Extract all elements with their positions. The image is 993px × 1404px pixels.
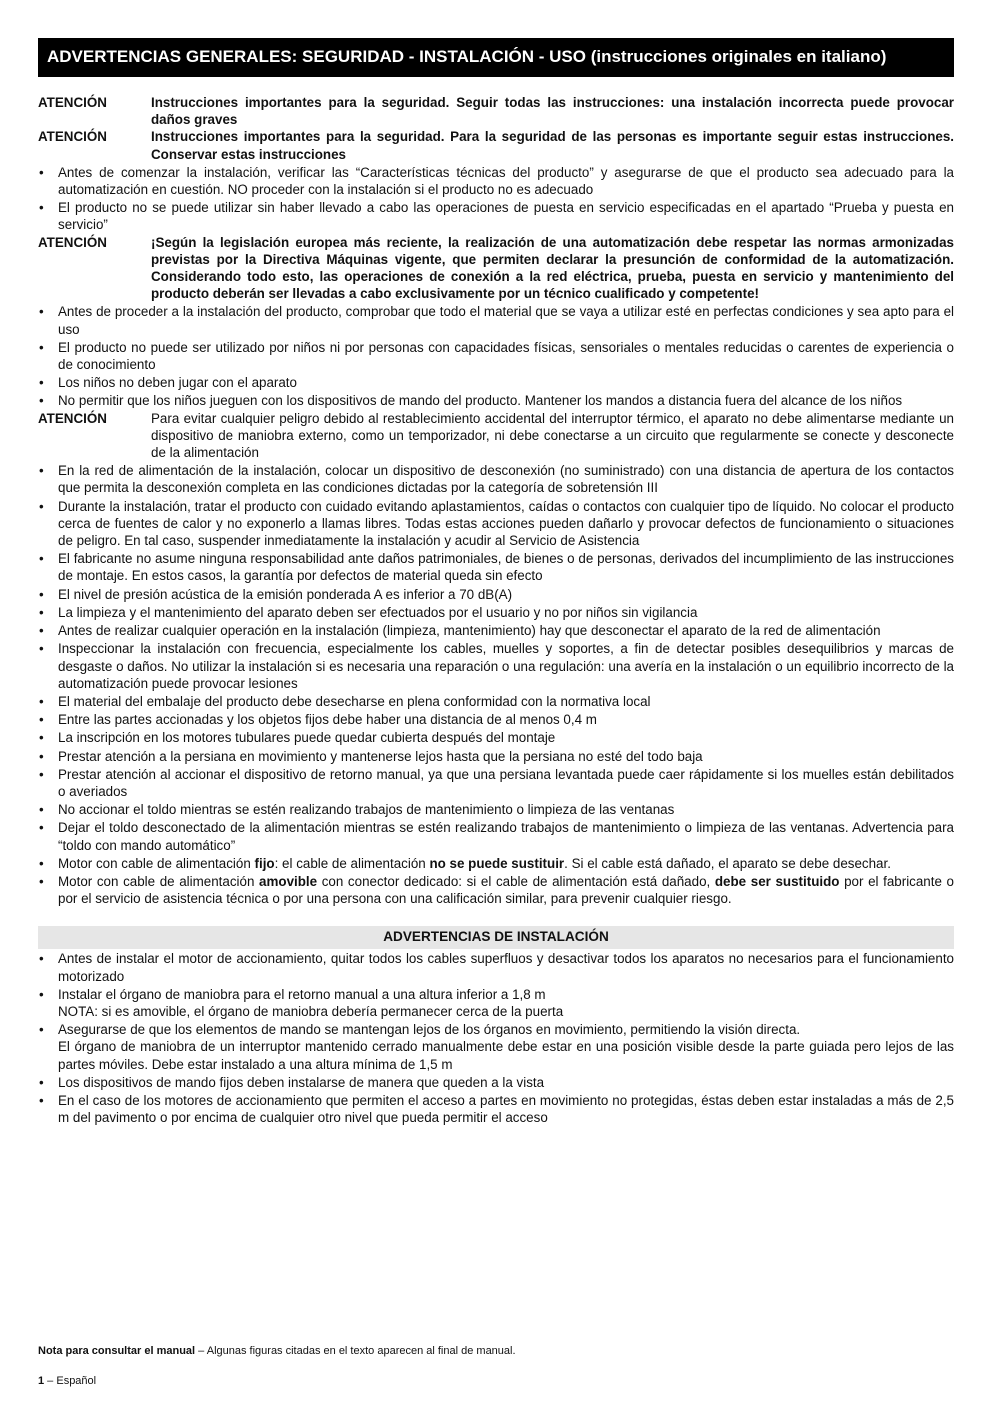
text-run: por el fabricante o por el servicio de asistencia técnica o por una persona con una calificación similar, para prevenir cualquier riesgo. bbox=[58, 873, 954, 907]
bullet: • bbox=[39, 498, 44, 514]
list-item-text: En la red de alimentación de la instalación, colocar un dispositivo de desconexión (no suministrado) con una distancia de apertura de los contactos que permita la desconexión completa en las condiciones dictadas por la categoría de sobretensión III bbox=[58, 463, 954, 496]
bullet: • bbox=[39, 551, 44, 567]
text-run-bold: debe ser sustituido bbox=[714, 873, 840, 889]
bullet: • bbox=[39, 873, 44, 889]
list-item-text: El nivel de presión acústica de la emisión ponderada A es inferior a 70 dB(A) bbox=[58, 586, 513, 602]
bullet: • bbox=[39, 641, 44, 657]
list-item-removable-cable bbox=[38, 873, 954, 907]
bullet: • bbox=[39, 1092, 44, 1108]
list-item-text: Antes de comenzar la instalación, verificar las “Características técnicas del producto” y asegurarse de que el producto sea adecuado para la automatización en cuestión. NO proceder con la instalación si el producto no es adecuado bbox=[58, 164, 954, 198]
list-item-line: NOTA: si es amovible, el órgano de maniobra debería permanecer cerca de la puerta bbox=[58, 1003, 564, 1019]
list-item-text: La inscripción en los motores tubulares puede quedar cubierta después del montaje bbox=[58, 730, 556, 746]
list-item bbox=[38, 711, 954, 728]
bullet: • bbox=[39, 304, 44, 320]
list-item bbox=[38, 693, 954, 710]
bullet: • bbox=[39, 339, 44, 355]
bullet: • bbox=[39, 712, 44, 728]
text-run-bold: no se puede sustituir bbox=[429, 855, 565, 871]
attention-text: Para evitar cualquier peligro debido al restablecimiento accidental del interruptor térmico, el aparato no debe alimentarse mediante un dispositivo de maniobra externo, como un temporizador, ni debe conectarse a un circuito que regularmente se conecte y desconecte de la alimentación bbox=[151, 410, 954, 461]
attention-notice bbox=[38, 410, 954, 462]
attention-notice bbox=[38, 94, 954, 128]
list-item bbox=[38, 550, 954, 584]
attention-text: ¡Según la legislación europea más reciente, la realización de una automatización debe respetar las normas armonizadas previstas por la Directiva Máquinas vigente, que permiten declarar la presunción de conformidad de la automatización. Considerando todo esto, las operaciones de conexión a la red eléctrica, prueba, puesta en servicio y mantenimiento del producto deberán ser llevadas a cabo exclusivamente por un técnico cualificado y competente! bbox=[151, 234, 954, 302]
attention-label: ATENCIÓN bbox=[38, 95, 107, 110]
bullet: • bbox=[39, 730, 44, 746]
bullet: • bbox=[39, 855, 44, 871]
attention-notice bbox=[38, 128, 954, 162]
bullet: • bbox=[39, 986, 44, 1002]
list-item-line: Asegurarse de que los elementos de mando se mantengan lejos de los órganos en movimiento, permitiendo la visión directa. bbox=[58, 1022, 801, 1038]
bullet: • bbox=[39, 748, 44, 764]
list-item-text: Antes de proceder a la instalación del producto, comprobar que todo el material que se vaya a utilizar esté en perfectas condiciones y sea apto para el uso bbox=[58, 304, 954, 337]
attention-label: ATENCIÓN bbox=[38, 410, 107, 426]
list-item-text: Entre las partes accionadas y los objetos fijos debe haber una distancia de al menos 0,4 m bbox=[58, 712, 597, 728]
bullet: • bbox=[39, 1022, 44, 1038]
list-item-text: El producto no puede ser utilizado por niños ni por personas con capacidades físicas, sensoriales o mentales reducidas o carentes de experiencia o de conocimiento bbox=[58, 339, 954, 373]
list-item-line: Instalar el órgano de maniobra para el retorno manual a una altura inferior a 1,8 m bbox=[58, 986, 546, 1002]
list-item bbox=[38, 586, 954, 603]
bullet: • bbox=[39, 766, 44, 782]
attention-notice bbox=[38, 234, 954, 303]
list-item-text bbox=[58, 986, 954, 1020]
page-title: ADVERTENCIAS GENERALES: SEGURIDAD - INSTALACIÓN - USO (instrucciones originales en italiano) bbox=[38, 38, 954, 77]
list-item-line: Los dispositivos de mando fijos deben instalarse de manera que queden a la vista bbox=[58, 1074, 545, 1090]
list-item bbox=[38, 374, 954, 391]
list-item bbox=[38, 622, 954, 639]
list-item-text: Antes de realizar cualquier operación en la instalación (limpieza, mantenimiento) hay que desconectar el aparato de la red de alimentación bbox=[58, 623, 881, 639]
list-item-text: Durante la instalación, tratar el producto con cuidado evitando aplastamientos, caídas o contactos con cualquier tipo de líquido. No colocar el producto cerca de fuentes de calor y no exponerlo a llamas libres. Todas estas acciones pueden dañarlo y provocar defectos de funcionamiento o situaciones de peligro. En tal caso, suspender inmediatamente la instalación y acudir al Servicio de Asistencia bbox=[58, 498, 954, 549]
attention-text: Instrucciones importantes para la seguridad. Seguir todas las instrucciones: una instalación incorrecta puede provocar daños graves bbox=[151, 95, 954, 128]
text-run-bold: fijo bbox=[254, 855, 275, 871]
bullet: • bbox=[39, 802, 44, 818]
list-item bbox=[38, 164, 954, 198]
list-item bbox=[38, 986, 954, 1020]
list-item-line: Antes de instalar el motor de accionamiento, quitar todos los cables superfluos y desactivar todos los aparatos no necesarios para el funcionamiento motorizado bbox=[58, 951, 954, 984]
page-number bbox=[38, 1374, 96, 1388]
list-item-line: El órgano de maniobra de un interruptor mantenido cerrado manualmente debe estar en una posición visible desde la parte guiada pero lejos de las partes móviles. Debe estar instalado a una altura mínima de 1,5 m bbox=[58, 1039, 954, 1072]
list-item-text: El material del embalaje del producto debe desecharse en plena conformidad con la normativa local bbox=[58, 693, 651, 709]
list-item bbox=[38, 748, 954, 765]
list-item-text bbox=[58, 950, 954, 984]
list-item bbox=[38, 1074, 954, 1091]
list-item bbox=[38, 640, 954, 692]
text-run: Motor con cable de alimentación bbox=[58, 855, 255, 871]
list-item bbox=[38, 1021, 954, 1073]
list-item bbox=[38, 801, 954, 818]
bullet: • bbox=[39, 951, 44, 967]
page-language: – Español bbox=[44, 1375, 97, 1387]
bullet: • bbox=[39, 200, 44, 216]
bullet: • bbox=[39, 463, 44, 479]
attention-text: Instrucciones importantes para la seguridad. Para la seguridad de las personas es importante seguir estas instrucciones. Conservar estas instrucciones bbox=[151, 129, 954, 162]
bullet: • bbox=[39, 693, 44, 709]
attention-label: ATENCIÓN bbox=[38, 234, 107, 250]
document-page bbox=[38, 38, 954, 1126]
list-item-text: El fabricante no asume ninguna responsabilidad ante daños patrimoniales, de bienes o de personas, derivados del incumplimiento de las instrucciones de montaje. En estos casos, la garantía por defectos de material queda sin efecto bbox=[58, 551, 954, 584]
bullet: • bbox=[39, 623, 44, 639]
list-item bbox=[38, 729, 954, 746]
list-item-text: Dejar el toldo desconectado de la alimentación mientras se estén realizando trabajos de mantenimiento o limpieza de las ventanas. Advertencia para “toldo con mando automático” bbox=[58, 820, 954, 853]
installation-warnings-list bbox=[38, 950, 954, 1126]
general-warnings-list bbox=[38, 94, 954, 854]
bullet: • bbox=[39, 375, 44, 391]
manual-note-text: – Algunas figuras citadas en el texto aparecen al final de manual. bbox=[195, 1345, 516, 1357]
list-item-text: No accionar el toldo mientras se estén realizando trabajos de mantenimiento o limpieza de las ventanas bbox=[58, 802, 675, 818]
list-item bbox=[38, 199, 954, 233]
bullet: • bbox=[39, 393, 44, 409]
list-item-text: El producto no se puede utilizar sin haber llevado a cabo las operaciones de puesta en servicio especificadas en el apartado “Prueba y puesta en servicio” bbox=[58, 200, 954, 233]
bullet: • bbox=[39, 604, 44, 620]
manual-note-label: Nota para consultar el manual bbox=[38, 1345, 196, 1357]
list-item bbox=[38, 462, 954, 496]
bullet: • bbox=[39, 820, 44, 836]
list-item-text bbox=[58, 1021, 954, 1073]
list-item bbox=[38, 950, 954, 984]
bullet: • bbox=[39, 1074, 44, 1090]
list-item bbox=[38, 303, 954, 337]
list-item bbox=[38, 604, 954, 621]
text-run: Motor con cable de alimentación bbox=[58, 873, 260, 889]
list-item bbox=[38, 766, 954, 800]
section-heading-installation: ADVERTENCIAS DE INSTALACIÓN bbox=[38, 926, 954, 949]
list-item-text: No permitir que los niños jueguen con los dispositivos de mando del producto. Mantener los mandos a distancia fuera del alcance de los niños bbox=[58, 393, 903, 409]
list-item bbox=[38, 339, 954, 373]
text-run: con conector dedicado: si el cable de alimentación está dañado, bbox=[317, 873, 715, 889]
list-item-text: Inspeccionar la instalación con frecuencia, especialmente los cables, muelles y soportes, a fin de detectar posibles desequilibrios y marcas de desgaste o daños. No utilizar la instalación si es necesaria una reparación o una regulación: una avería en la instalación o un equilibrio incorrecto de la automatización puede provocar lesiones bbox=[58, 641, 954, 691]
bullet: • bbox=[39, 586, 44, 602]
list-item bbox=[38, 1092, 954, 1126]
list-item-text bbox=[58, 1074, 954, 1091]
list-item-text: La limpieza y el mantenimiento del aparato deben ser efectuados por el usuario y no por niños sin vigilancia bbox=[58, 604, 698, 620]
page-number-value: 1 bbox=[38, 1375, 45, 1387]
list-item-line: En el caso de los motores de accionamiento que permiten el acceso a partes en movimiento no protegidas, éstas deben estar instaladas a más de 2,5 m del pavimento o por encima de cualquier otro nivel que pueda permitir el acceso bbox=[58, 1092, 954, 1126]
bullet: • bbox=[39, 164, 44, 180]
list-item bbox=[38, 392, 954, 409]
list-item-fixed-cable bbox=[38, 855, 954, 872]
text-run-bold: amovible bbox=[259, 873, 318, 889]
attention-label: ATENCIÓN bbox=[38, 129, 107, 145]
text-run: . Si el cable está dañado, el aparato se debe desechar. bbox=[564, 855, 891, 871]
manual-note bbox=[38, 1344, 516, 1358]
list-item-text: Prestar atención al accionar el dispositivo de retorno manual, ya que una persiana levantada puede caer rápidamente si los muelles están debilitados o averiados bbox=[58, 766, 954, 799]
list-item-text: Prestar atención a la persiana en movimiento y mantenerse lejos hasta que la persiana no esté del todo baja bbox=[58, 748, 703, 764]
list-item-text bbox=[58, 1092, 954, 1126]
list-item bbox=[38, 498, 954, 550]
list-item-text: Los niños no deben jugar con el aparato bbox=[58, 375, 297, 391]
list-item bbox=[38, 819, 954, 853]
text-run: : el cable de alimentación bbox=[274, 855, 430, 871]
